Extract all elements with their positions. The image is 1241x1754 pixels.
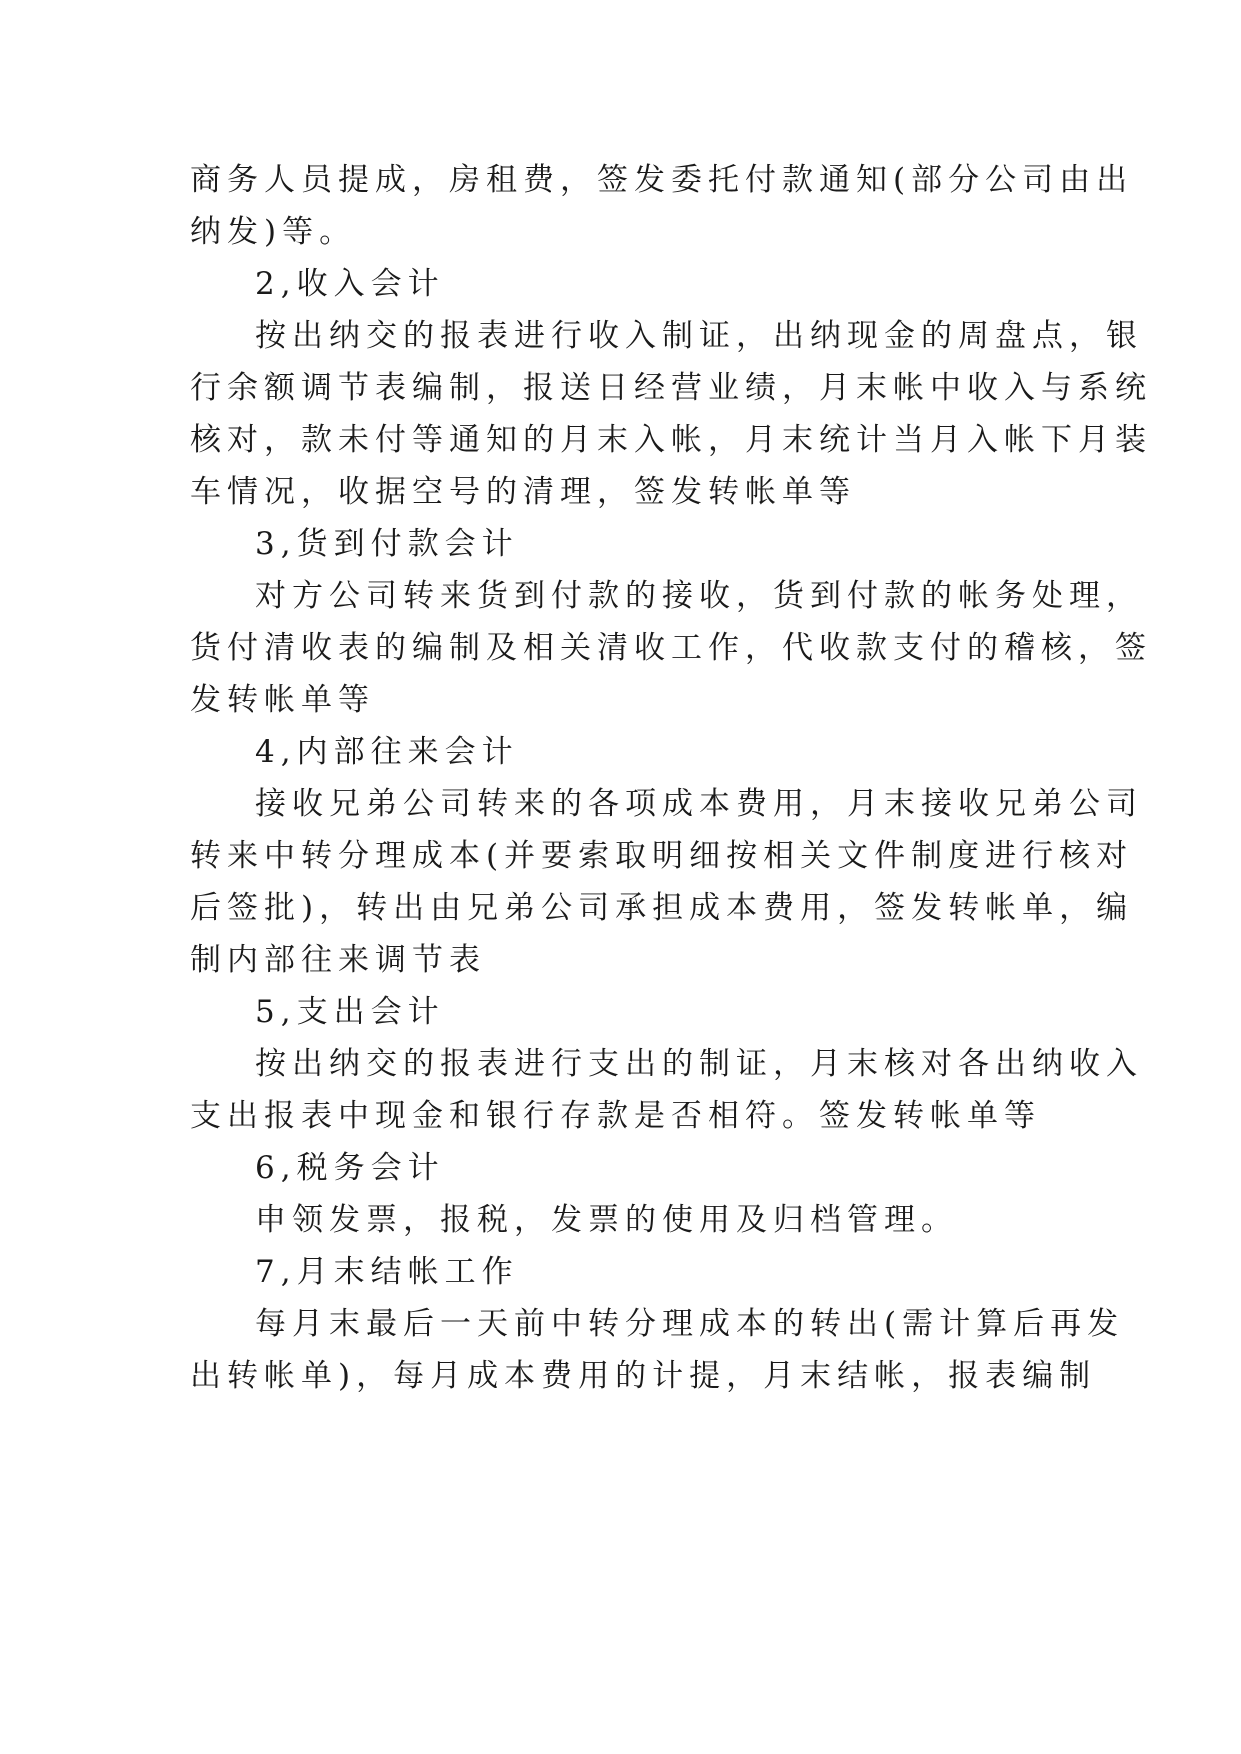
paragraph-line: 申领发票，报税，发票的使用及归档管理。 xyxy=(255,1202,958,1238)
section-heading: 6,税务会计 xyxy=(255,1150,445,1186)
paragraph-line: 发转帐单等 xyxy=(190,682,375,718)
paragraph-line: 按出纳交的报表进行收入制证，出纳现金的周盘点，银 xyxy=(255,318,1143,354)
paragraph-line: 对方公司转来货到付款的接收，货到付款的帐务处理， xyxy=(255,578,1143,614)
paragraph-line: 货付清收表的编制及相关清收工作，代收款支付的稽核，签 xyxy=(190,630,1152,666)
paragraph-line: 转来中转分理成本(并要索取明细按相关文件制度进行核对 xyxy=(190,838,1134,874)
document-page xyxy=(190,160,1152,1610)
paragraph-line: 支出报表中现金和银行存款是否相符。签发转帐单等 xyxy=(190,1098,1041,1134)
paragraph-line: 车情况，收据空号的清理，签发转帐单等 xyxy=(190,474,856,510)
paragraph-line: 出转帐单)，每月成本费用的计提，月末结帐，报表编制 xyxy=(190,1358,1097,1394)
paragraph-line: 按出纳交的报表进行支出的制证，月末核对各出纳收入 xyxy=(255,1046,1143,1082)
paragraph-line: 商务人员提成，房租费，签发委托付款通知(部分公司由出 xyxy=(190,162,1134,198)
paragraph-line: 接收兄弟公司转来的各项成本费用，月末接收兄弟公司 xyxy=(255,786,1143,822)
paragraph-line: 纳发)等。 xyxy=(190,214,357,250)
section-heading: 5,支出会计 xyxy=(255,994,445,1030)
paragraph-line: 核对，款未付等通知的月末入帐，月末统计当月入帐下月装 xyxy=(190,422,1152,458)
paragraph-line: 每月末最后一天前中转分理成本的转出(需计算后再发 xyxy=(255,1306,1125,1342)
section-heading: 4,内部往来会计 xyxy=(255,734,519,770)
paragraph-line: 制内部往来调节表 xyxy=(190,942,486,978)
section-heading: 7,月末结帐工作 xyxy=(255,1254,519,1290)
paragraph-line: 后签批)，转出由兄弟公司承担成本费用，签发转帐单，编 xyxy=(190,890,1134,926)
section-heading: 2,收入会计 xyxy=(255,266,445,302)
paragraph-line: 行余额调节表编制，报送日经营业绩，月末帐中收入与系统 xyxy=(190,370,1152,406)
section-heading: 3,货到付款会计 xyxy=(255,526,519,562)
